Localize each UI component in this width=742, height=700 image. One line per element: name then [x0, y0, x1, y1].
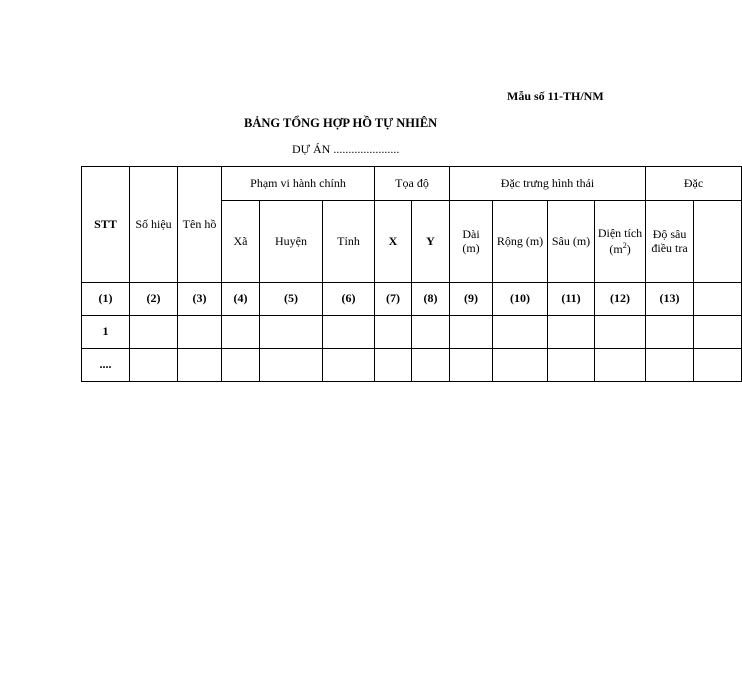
header-row-groups: [82, 167, 742, 201]
table-cell: [548, 349, 595, 382]
table-cell: [323, 349, 375, 382]
col-number: (4): [222, 283, 260, 316]
header-xa: Xã: [222, 201, 260, 283]
col-number: (5): [260, 283, 323, 316]
table-cell: [178, 349, 222, 382]
table-cell: [130, 349, 178, 382]
table-cell: [493, 316, 548, 349]
header-dien-tich-unit: [595, 241, 645, 257]
header-so-hieu: Số hiệu: [130, 167, 178, 283]
header-do-sau-dieu-tra: [646, 201, 694, 283]
table-cell: [646, 349, 694, 382]
table-cell: [412, 316, 450, 349]
table-cell: [595, 316, 646, 349]
table-row: [82, 349, 742, 382]
header-stt: STT: [82, 167, 130, 283]
table-cell: [450, 316, 493, 349]
col-number: (9): [450, 283, 493, 316]
col-number: (3): [178, 283, 222, 316]
header-huyen: Huyện: [260, 201, 323, 283]
header-sau: Sâu (m): [548, 201, 595, 283]
project-label: DỰ ÁN: [292, 142, 331, 156]
table-cell: [412, 349, 450, 382]
col-number: [694, 283, 742, 316]
col-number: (11): [548, 283, 595, 316]
header-ten-ho: Tên hồ: [178, 167, 222, 283]
table-cell: [260, 349, 323, 382]
header-col-14-truncated: [694, 201, 742, 283]
row-stt: ....: [82, 349, 130, 382]
col-number: (13): [646, 283, 694, 316]
header-toa-do: Tọa độ: [375, 167, 450, 201]
header-dai-label: Dài: [462, 226, 480, 241]
header-dac-trung-hinh-thai: Đặc trưng hình thái: [450, 167, 646, 201]
table-cell: [548, 316, 595, 349]
project-line: [292, 142, 399, 157]
header-dien-tich: [595, 201, 646, 283]
header-rong: Rộng (m): [493, 201, 548, 283]
unit-superscript: 2: [622, 240, 627, 250]
header-x: X: [375, 201, 412, 283]
header-dai-unit: (m): [462, 240, 480, 255]
table-cell: [450, 349, 493, 382]
header-dai: [450, 201, 493, 283]
unit-open: (m: [609, 241, 623, 256]
table-row: [82, 316, 742, 349]
table-cell: [222, 349, 260, 382]
header-dac-truncated: Đặc: [646, 167, 742, 201]
header-dien-tich-label: Diện tích: [597, 225, 643, 240]
summary-table: [81, 166, 742, 382]
table-cell: [694, 349, 742, 382]
summary-table-container: [81, 166, 704, 386]
table-cell: [694, 316, 742, 349]
row-stt: 1: [82, 316, 130, 349]
project-value: ......................: [333, 142, 400, 156]
form-code: Mẫu số 11-TH/NM: [507, 89, 604, 103]
header-do-sau-label: Độ sâu: [652, 226, 687, 241]
col-number: (1): [82, 283, 130, 316]
table-cell: [222, 316, 260, 349]
col-number: (2): [130, 283, 178, 316]
table-cell: [178, 316, 222, 349]
column-number-row: [82, 283, 742, 316]
header-tinh: Tỉnh: [323, 201, 375, 283]
unit-close: ): [626, 241, 631, 256]
table-cell: [493, 349, 548, 382]
table-cell: [375, 316, 412, 349]
col-number: (8): [412, 283, 450, 316]
col-number: (6): [323, 283, 375, 316]
col-number: (7): [375, 283, 412, 316]
table-cell: [260, 316, 323, 349]
col-number: (12): [595, 283, 646, 316]
table-cell: [375, 349, 412, 382]
header-y: Y: [412, 201, 450, 283]
header-pham-vi-hanh-chinh: Phạm vi hành chính: [222, 167, 375, 201]
document-title: BẢNG TỔNG HỢP HỒ TỰ NHIÊN: [244, 116, 438, 130]
table-cell: [130, 316, 178, 349]
col-number: (10): [493, 283, 548, 316]
table-cell: [595, 349, 646, 382]
table-cell: [646, 316, 694, 349]
table-cell: [323, 316, 375, 349]
header-dieu-tra-label: điều tra: [651, 240, 688, 255]
